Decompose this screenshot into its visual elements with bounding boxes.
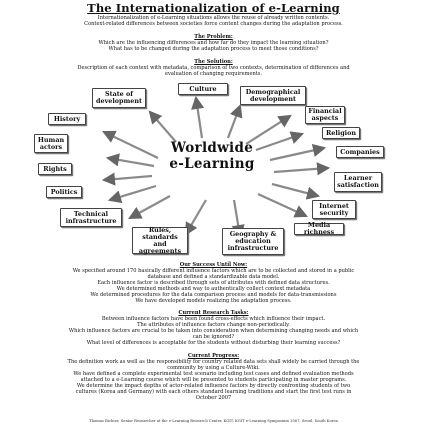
hub-title-line-2: e-Learning — [169, 156, 255, 172]
success-line-6: We have developed models realizing the adaptation process. — [135, 298, 292, 304]
progress-line-7: October 2007 — [195, 395, 232, 401]
worldwide-elearning-hub — [152, 140, 272, 172]
factor-state-of-development: State of development — [92, 88, 146, 108]
factor-technical-infrastructure: Technical infrastructure — [60, 208, 122, 227]
factor-religion: Religion — [322, 127, 360, 139]
problem-heading: The Problem: — [194, 34, 233, 40]
progress-line-3: We have defined a complete experimental test scenario including test cases and defined evaluation methods — [73, 371, 354, 377]
tasks-line-2: The attributes of influence factors change non-periodically. — [137, 322, 290, 328]
progress-line-6: cultures (Korea and Germany) with each others standard learning traditions and start the first test runs in — [75, 389, 352, 395]
progress-line-1: The definition work as well as the responsibility for country related data sets shall widely be carried through the — [67, 359, 360, 365]
factor-rules-standards-agreements: Rules, standards and agreements — [132, 227, 188, 254]
solution-heading: The Solution: — [194, 59, 233, 65]
success-line-3: Each influence factor is described through sets of attributes with defined data structures. — [97, 280, 330, 286]
factor-culture: Culture — [178, 83, 228, 95]
poster-footer: Thomas Richter, Senior Researcher at the e-Learning Research Center, KGIT, KGIT e-Learning Symposium 2007, Seoul, South Korea — [89, 419, 338, 423]
problem-line-2: What has to be changed during the adaptation process to meet those conditions? — [108, 46, 319, 52]
success-heading: Our Success Until Now: — [179, 262, 248, 268]
progress-line-4: attached to a e-Learning course which will be presented to students participating in master programs. — [80, 377, 347, 383]
poster-title: The Internationalization of e-Learning — [87, 1, 340, 15]
hub-title-line-1: Worldwide — [170, 140, 254, 156]
success-line-2: database and defined a standardizable data model. — [147, 274, 280, 280]
factor-media-richness: Media richness — [294, 223, 344, 235]
intro-line-1: Internationalization of e-Learning situations allows the reuse of already written contents. — [97, 15, 330, 21]
influence-factor-diagram — [37, 84, 380, 256]
progress-line-5: We determine the impact depths of actor-related influence factors by directly confronting students of two — [76, 383, 351, 389]
progress-heading: Current Progress: — [187, 353, 240, 359]
factor-companies: Companies — [336, 146, 384, 158]
tasks-heading: Current Research Tasks: — [178, 310, 249, 316]
factor-rights: Rights — [38, 163, 72, 175]
factor-learner-satisfaction: Learner satisfaction — [334, 172, 382, 192]
tasks-line-3: Which influence factors are crucial to be taken into consideration when determining changing needs and which — [68, 328, 359, 334]
intro-line-2: Context-related differences between societies force content changes during the adaptation process. — [84, 21, 343, 27]
factor-politics: Politics — [46, 186, 82, 198]
success-line-5: We determined procedures for the data comparison process and models for data-transmissions — [90, 292, 337, 298]
success-line-4: We determined methods and way to authentically collect context metadata — [116, 286, 311, 292]
factor-demographical-development: Demographical development — [240, 86, 306, 105]
factor-financial-aspects: Financial aspects — [305, 106, 345, 124]
factor-human-actors: Human actors — [34, 134, 68, 153]
problem-line-1: Which are the influencing differences and how far do they impact the learning situation? — [98, 40, 329, 46]
tasks-line-5: What level of differences is acceptable for the students without disturbing their learning success? — [86, 340, 341, 346]
solution-line-1: Description of each context with metadata, comparison of two contexts, determination of differences and — [77, 65, 350, 71]
factor-internet-security: Internet security — [312, 200, 356, 219]
success-line-1: We specified around 170 basically different influence factors which are to be collected and stored in a public — [72, 268, 355, 274]
tasks-line-1: Between influence factors have been found cross-effects which influence their impact. — [101, 316, 326, 322]
progress-line-2: community by using a Culture-Wiki. — [167, 365, 260, 371]
factor-history: History — [48, 113, 86, 125]
tasks-line-4: can be ignored? — [192, 334, 235, 340]
factor-geography-education-infrastructure: Geography & education infrastructure — [222, 228, 284, 255]
solution-line-2: evaluation of changing requirements. — [164, 71, 263, 77]
